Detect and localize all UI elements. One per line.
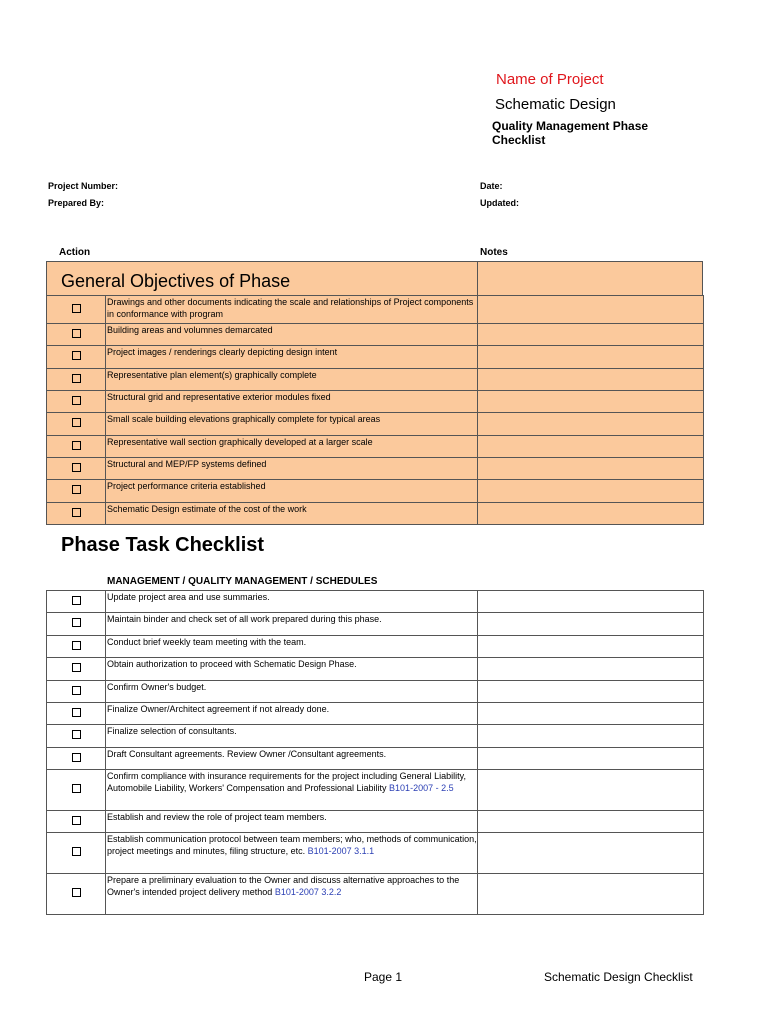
task-text [106,636,478,658]
objective-row [47,480,704,503]
task-text [106,681,478,703]
task-table [46,590,704,915]
objective-text: Schematic Design estimate of the cost of the work [106,503,478,525]
notes-cell[interactable] [478,458,704,480]
notes-cell[interactable] [478,874,704,915]
task-description: Finalize Owner/Architect agreement if not already done. [107,704,330,714]
checkbox-cell [47,346,106,369]
checkbox-cell [47,503,106,525]
contract-reference: B101-2007 3.2.2 [274,887,342,897]
checkbox-cell [47,480,106,503]
objective-text: Drawings and other documents indicating the scale and relationships of Project components in conformance with program [106,296,478,324]
task-row [47,770,704,811]
objective-text: Project images / renderings clearly depicting design intent [106,346,478,369]
objective-row [47,346,704,369]
checkbox[interactable] [72,596,81,605]
notes-cell[interactable] [478,811,704,833]
objective-text: Small scale building elevations graphically complete for typical areas [106,413,478,436]
objective-text: Building areas and volumnes demarcated [106,324,478,346]
task-row [47,874,704,915]
task-text [106,658,478,681]
notes-cell[interactable] [478,436,704,458]
task-text [106,591,478,613]
task-text [106,613,478,636]
notes-cell[interactable] [478,324,704,346]
task-row [47,748,704,770]
checkbox[interactable] [72,418,81,427]
checkbox[interactable] [72,708,81,717]
task-description: Confirm Owner's budget. [107,682,207,692]
checkbox[interactable] [72,816,81,825]
updated-label: Updated: [480,198,519,208]
checkbox[interactable] [72,618,81,627]
objective-text: Project performance criteria established [106,480,478,503]
task-description: Confirm compliance with insurance requirements for the project including General Liability, Automobile Liability, Workers' Compensation and Professional Liability [107,771,467,793]
objective-row [47,324,704,346]
notes-cell[interactable] [478,770,704,811]
notes-divider [477,261,478,295]
checkbox-cell [47,413,106,436]
task-row [47,591,704,613]
checkbox[interactable] [72,374,81,383]
notes-cell[interactable] [478,725,704,748]
task-text [106,811,478,833]
date-label: Date: [480,181,503,191]
prepared-by-label: Prepared By: [48,198,105,208]
phase-task-title: Phase Task Checklist [61,534,265,556]
task-description: Obtain authorization to proceed with Schematic Design Phase. [107,659,357,669]
task-description: Establish and review the role of project team members. [107,812,327,822]
contract-reference: B101-2007 - 2.5 [389,783,454,793]
action-column-header: Action [59,247,91,258]
task-row [47,636,704,658]
task-row [47,681,704,703]
checkbox[interactable] [72,686,81,695]
notes-column-header: Notes [480,247,508,258]
task-description: Finalize selection of consultants. [107,726,237,736]
objective-row [47,296,704,324]
objective-text: Structural and MEP/FP systems defined [106,458,478,480]
checkbox-cell [47,811,106,833]
task-text [106,770,478,811]
task-description: Draft Consultant agreements. Review Owner /Consultant agreements. [107,749,387,759]
project-name: Name of Project [496,71,604,88]
notes-cell[interactable] [478,748,704,770]
task-row [47,725,704,748]
phase-name: Schematic Design [495,96,616,113]
checkbox[interactable] [72,396,81,405]
checkbox-cell [47,436,106,458]
task-text [106,748,478,770]
checkbox-cell [47,296,106,324]
checkbox-cell [47,770,106,811]
objective-row [47,436,704,458]
task-description: Update project area and use summaries. [107,592,270,602]
project-number-label: Project Number: [48,181,119,191]
notes-cell[interactable] [478,681,704,703]
checkbox[interactable] [72,441,81,450]
checkbox[interactable] [72,351,81,360]
checkbox-cell [47,369,106,391]
checkbox-cell [47,748,106,770]
page-number: Page 1 [364,970,403,984]
task-row [47,703,704,725]
notes-cell[interactable] [478,591,704,613]
task-text [106,833,478,874]
checkbox-cell [47,658,106,681]
task-row [47,833,704,874]
objective-row [47,458,704,480]
task-row [47,658,704,681]
checkbox-cell [47,591,106,613]
checkbox[interactable] [72,888,81,897]
checkbox-cell [47,874,106,915]
task-subhead: MANAGEMENT / QUALITY MANAGEMENT / SCHEDULES [107,576,378,587]
objective-text: Representative plan element(s) graphically complete [106,369,478,391]
task-row [47,613,704,636]
notes-cell[interactable] [478,833,704,874]
task-text [106,874,478,915]
objective-row [47,391,704,413]
task-description: Prepare a preliminary evaluation to the Owner and discuss alternative approaches to the Owner's intended project delivery method [107,875,460,897]
footer-document-name: Schematic Design Checklist [544,970,693,984]
objective-row [47,369,704,391]
checkbox[interactable] [72,463,81,472]
notes-cell[interactable] [478,296,704,324]
notes-cell[interactable] [478,703,704,725]
checkbox-cell [47,324,106,346]
checkbox[interactable] [72,329,81,338]
objective-text: Structural grid and representative exterior modules fixed [106,391,478,413]
task-text [106,725,478,748]
checkbox[interactable] [72,508,81,517]
task-row [47,811,704,833]
checkbox-cell [47,725,106,748]
task-description: Establish communication protocol between team members; who, methods of communication, project meetings and minutes, filing structure, etc. [107,834,477,856]
notes-cell[interactable] [478,369,704,391]
notes-cell[interactable] [478,658,704,681]
checkbox[interactable] [72,847,81,856]
notes-cell[interactable] [478,346,704,369]
checkbox-cell [47,636,106,658]
checkbox-cell [47,681,106,703]
notes-cell[interactable] [478,613,704,636]
document-subtitle: Quality Management Phase Checklist [492,119,649,147]
contract-reference: B101-2007 3.1.1 [307,846,375,856]
objectives-title: General Objectives of Phase [61,271,291,291]
checkbox-cell [47,391,106,413]
checkbox[interactable] [72,730,81,739]
notes-cell[interactable] [478,480,704,503]
objective-row [47,503,704,525]
notes-cell[interactable] [478,636,704,658]
task-description: Maintain binder and check set of all work prepared during this phase. [107,614,382,624]
objectives-table [46,295,704,525]
checkbox[interactable] [72,663,81,672]
objective-text: Representative wall section graphically developed at a larger scale [106,436,478,458]
checkbox[interactable] [72,784,81,793]
task-text [106,703,478,725]
checkbox[interactable] [72,641,81,650]
objective-row [47,413,704,436]
checkbox-cell [47,703,106,725]
checkbox[interactable] [72,304,81,313]
checkbox-cell [47,458,106,480]
checkbox-cell [47,833,106,874]
checkbox[interactable] [72,753,81,762]
notes-cell[interactable] [478,391,704,413]
notes-cell[interactable] [478,503,704,525]
task-description: Conduct brief weekly team meeting with the team. [107,637,307,647]
notes-cell[interactable] [478,413,704,436]
checkbox[interactable] [72,485,81,494]
checkbox-cell [47,613,106,636]
